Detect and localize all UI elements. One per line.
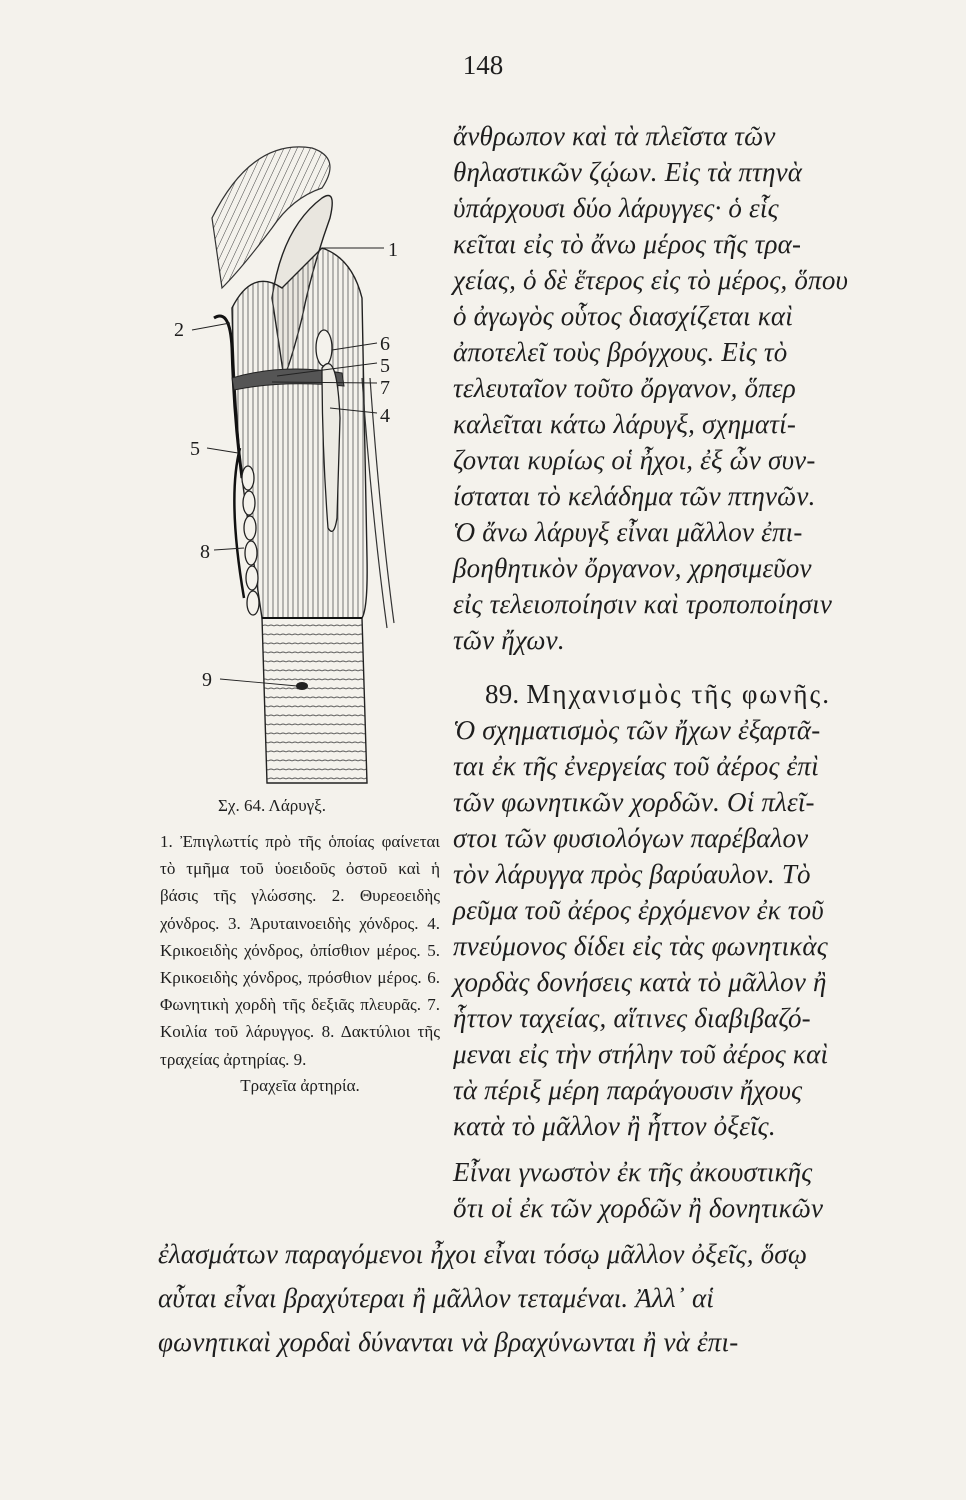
text-line: ἀποτελεῖ τοὺς βρόγχους. Εἰς τὸ <box>453 337 788 367</box>
figure-label-4: 4 <box>380 405 390 427</box>
text-line: Ὁ σχηματισμὸς τῶν ἤχων ἐξαρτᾶ- <box>453 715 821 745</box>
text-line: θηλαστικῶν ζῴων. Εἰς τὰ πτηνὰ <box>453 157 803 187</box>
figure-caption-text: 1. Ἐπιγλωττίς πρὸ τῆς ὁποίας φαίνεται τὸ τμῆμα τοῦ ὑοειδοῦς ὀστοῦ καὶ ἡ βάσις τῆς γλώσσης. 2. Θυρεοειδὴς χόνδρος. 3. Ἀρυταινοειδὴς χόνδρος. 4. Κρικοειδὴς χόνδρος, ὀπίσθιον μέρος. 5. Κρικοειδὴς χόνδρος, πρόσθιον μέρος. 6. Φωνητικὴ χορδὴ τῆς δεξιᾶς πλευρᾶς. 7. Κοιλία τοῦ λάρυγγος. 8. Δακτύλιοι τῆς τραχείας ἀρτηρίας. 9. <box>160 832 440 1069</box>
text-line-full: αὗται εἶναι βραχύτεραι ἢ μᾶλλον τεταμέναι. Ἀλλ᾽ αἱ <box>158 1283 715 1313</box>
figure-label-5-right: 5 <box>380 355 390 377</box>
text-line: χείας, ὁ δὲ ἕτερος εἰς τὸ μέρος, ὅπου <box>453 265 849 295</box>
text-line: τῶν ἤχων. <box>453 625 565 655</box>
text-line: κεῖται εἰς τὸ ἄνω μέρος τῆς τρα- <box>453 229 802 259</box>
text-line: ρεῦμα τοῦ ἀέρος ἐρχόμενον ἐκ τοῦ <box>453 895 824 925</box>
figure-label-1: 1 <box>388 239 398 261</box>
text-line: τὸν λάρυγγα πρὸς βαρύαυλον. Τὸ <box>453 859 811 889</box>
text-line: τελευταῖον τοῦτο ὄργανον, ὅπερ <box>453 373 796 403</box>
text-line: βοηθητικὸν ὄργανον, χρησιμεῦον <box>453 553 812 583</box>
text-line: Ὁ ἄνω λάρυγξ εἶναι μᾶλλον ἐπι- <box>453 517 803 547</box>
figure-caption-last: Τραχεῖα ἀρτηρία. <box>240 1075 360 1095</box>
text-line: ὑπάρχουσι δύο λάρυγγες· ὁ εἷς <box>453 193 779 223</box>
text-line: ὅτι οἱ ἐκ τῶν χορδῶν ἢ δονητικῶν <box>453 1193 824 1223</box>
text-line: μεναι εἰς τὴν στήλην τοῦ ἀέρος καὶ <box>453 1039 829 1069</box>
text-line: καλεῖται κάτω λάρυγξ, σχηματί- <box>453 409 797 439</box>
figure-label-5-left: 5 <box>190 438 200 460</box>
larynx-figure <box>172 118 440 790</box>
text-line: πνεύμονος δίδει εἰς τὰς φωνητικὰς <box>453 931 828 961</box>
figure-label-8: 8 <box>200 541 210 563</box>
text-line: κατὰ τὸ μᾶλλον ἢ ἧττον ὀξεῖς. <box>453 1111 776 1141</box>
ventricle <box>316 330 332 366</box>
figure-label-2: 2 <box>174 319 184 341</box>
text-line: Εἶναι γνωστὸν ἐκ τῆς ἀκουστικῆς <box>453 1157 813 1187</box>
text-line: ἄνθρωπον καὶ τὰ πλεῖστα τῶν <box>453 121 776 151</box>
section-title: Μηχανισμὸς τῆς φωνῆς. <box>526 679 831 709</box>
text-line: χορδὰς δονήσεις κατὰ τὸ μᾶλλον ἢ <box>453 967 827 997</box>
figure-caption-title: Σχ. 64. Λάρυγξ. <box>218 796 326 815</box>
text-line: ζονται κυρίως οἱ ἦχοι, ἐξ ὧν συν- <box>453 445 816 475</box>
text-line: ὁ ἀγωγὸς οὗτος διασχίζεται καὶ <box>453 301 793 331</box>
text-line: στοι τῶν φυσιολόγων παρέβαλον <box>453 823 809 853</box>
page-number: 148 <box>462 50 504 80</box>
text-line: εἰς τελειοποίησιν καὶ τροποποίησιν <box>453 589 833 619</box>
text-line-full: φωνητικαὶ χορδαὶ δύνανται νὰ βραχύνωνται ἢ νὰ ἐπι- <box>158 1327 739 1357</box>
trachea-mark <box>296 682 308 690</box>
section-number: 89. <box>485 679 520 709</box>
text-line: τῶν φωνητικῶν χορδῶν. Οἱ πλεῖ- <box>453 787 815 817</box>
text-line-full: ἐλασμάτων παραγόμενοι ἦχοι εἶναι τόσῳ μᾶλλον ὀξεῖς, ὅσῳ <box>158 1239 808 1269</box>
figure-label-7: 7 <box>380 377 390 399</box>
text-line: ται ἐκ τῆς ἐνεργείας τοῦ ἀέρος ἐπὶ <box>453 751 819 781</box>
text-line: ίσταται τὸ κελάδημα τῶν πτηνῶν. <box>453 481 816 511</box>
figure-caption <box>160 828 440 1099</box>
section-heading <box>485 676 940 712</box>
figure-label-6: 6 <box>380 333 390 355</box>
text-line: ἧττον ταχείας, αἵτινες διαβιβαζό- <box>453 1003 811 1033</box>
trachea <box>262 618 367 783</box>
text-line: τὰ πέριξ μέρη παράγουσιν ἤχους <box>453 1075 803 1105</box>
figure-label-9: 9 <box>202 669 212 691</box>
